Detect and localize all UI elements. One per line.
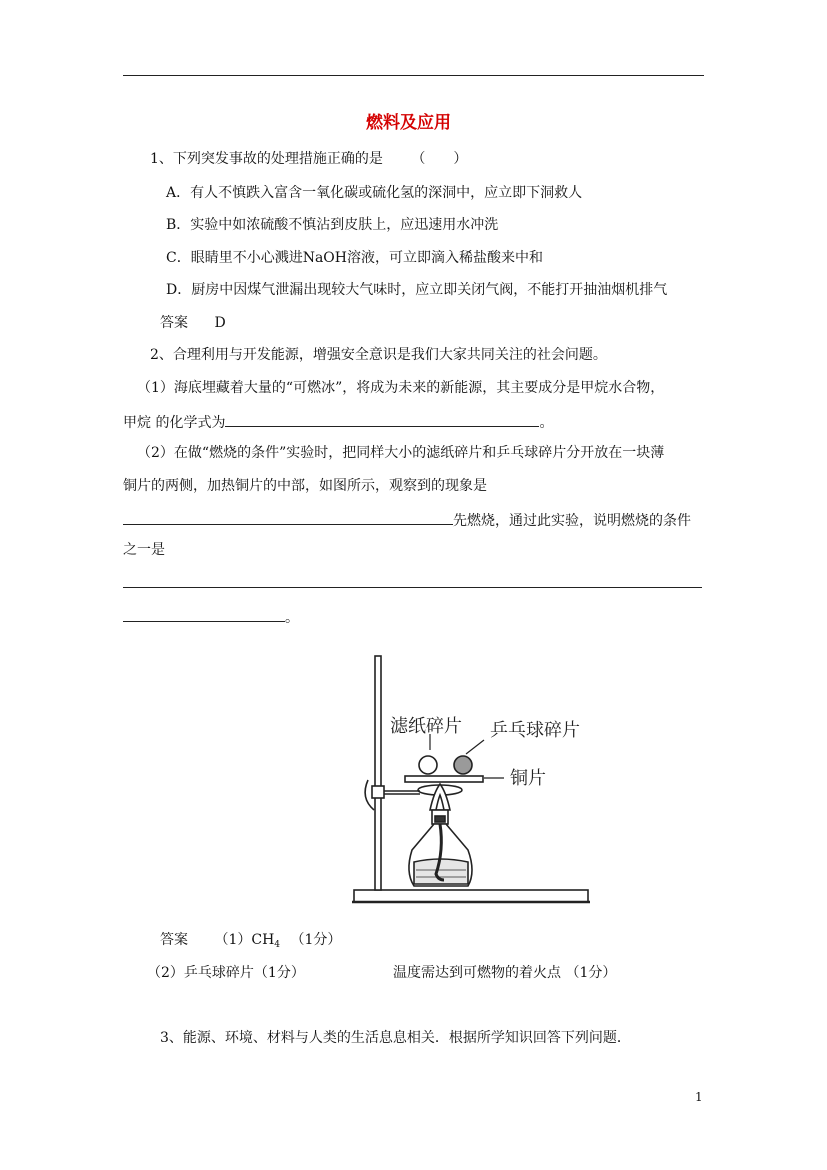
q2-stem: 2、合理利用与开发能源，增强安全意识是我们大家共同关注的社会问题。	[150, 347, 607, 363]
q3-stem: 3、能源、环境、材料与人类的生活息息相关．根据所学知识回答下列问题．	[160, 1030, 631, 1046]
stand-base	[354, 890, 588, 902]
filter-paper-piece	[419, 756, 437, 774]
q2-part2-line3	[123, 508, 691, 531]
q2-formula-blank	[225, 410, 539, 427]
q2-answer-line2	[147, 963, 305, 983]
q2-answer2: （2）乒乓球碎片（1分）	[147, 965, 305, 981]
experiment-figure	[350, 650, 600, 915]
q2-answer-label: 答案	[160, 932, 188, 948]
q1-stem	[150, 149, 467, 169]
q1-option-a: A．有人不慎跌入富含一氧化碳或硫化氢的深洞中，应立即下洞救人	[166, 185, 583, 201]
q2-phenomenon-blank	[123, 508, 453, 525]
q2-condition-blank	[123, 605, 285, 622]
label-pingpong: 乒乓球碎片	[490, 720, 580, 741]
q2-part2-end: 。	[285, 610, 299, 626]
q2-part2-line3-text: 先燃烧，通过此实验，说明燃烧的条件	[453, 513, 691, 529]
subscript-4: 4	[274, 940, 281, 950]
q2-answer1: $(1)CH_4$	[214, 932, 281, 950]
label-filter-paper: 滤纸碎片	[390, 716, 462, 737]
q2-condition-blank-line	[123, 587, 702, 588]
q2-part2-line4: 之一是	[123, 542, 165, 558]
q2-answer-line1	[160, 930, 341, 955]
q2-part2-line2: 铜片的两侧，加热铜片的中部，如图所示，观察到的现象是	[123, 478, 487, 494]
pingpong-piece	[454, 756, 472, 774]
page-title: 燃料及应用	[366, 113, 451, 133]
stand-rod	[375, 656, 381, 890]
q1-paren: （ ）	[411, 151, 468, 167]
q2-part2-line5	[123, 605, 299, 628]
q1-option-b: B．实验中如浓硫酸不慎沾到皮肤上，应迅速用水冲洗	[166, 217, 499, 233]
label-copper: 铜片	[510, 768, 546, 789]
page-number: 1	[695, 1090, 703, 1104]
q2-part1-formula-prompt: 甲烷 的化学式为	[123, 415, 226, 431]
q1-answer-label: 答案	[160, 315, 188, 331]
q2-part1-end: 。	[539, 415, 554, 431]
q2-answer-line2b: 温度需达到可燃物的着火点 （1分）	[393, 965, 617, 981]
copper-plate	[405, 776, 483, 782]
q1-answer-value: D	[214, 315, 226, 331]
q1-option-d: D．厨房中因煤气泄漏出现较大气味时，应立即关闭气阀，不能打开抽油烟机排气	[166, 282, 668, 298]
q2-part1-line1: （1）海底埋藏着大量的“可燃冰”，将成为未来的新能源，其主要成分是甲烷水合物，	[137, 380, 665, 396]
apparatus-illustration	[350, 650, 600, 915]
q1-stem-text: 1、下列突发事故的处理措施正确的是	[150, 151, 383, 167]
header-rule	[123, 75, 704, 76]
q2-part2-line1: （2）在做“燃烧的条件”实验时，把同样大小的滤纸碎片和乒乓球碎片分开放在一块薄	[137, 445, 665, 461]
q1-option-c: C．眼睛里不小心溅进NaOH溶液，可立即滴入稀盐酸来中和	[166, 250, 543, 266]
q2-answer1-score: （1分）	[290, 932, 342, 948]
q2-part1-line2	[123, 410, 553, 433]
q1-answer	[160, 313, 226, 333]
